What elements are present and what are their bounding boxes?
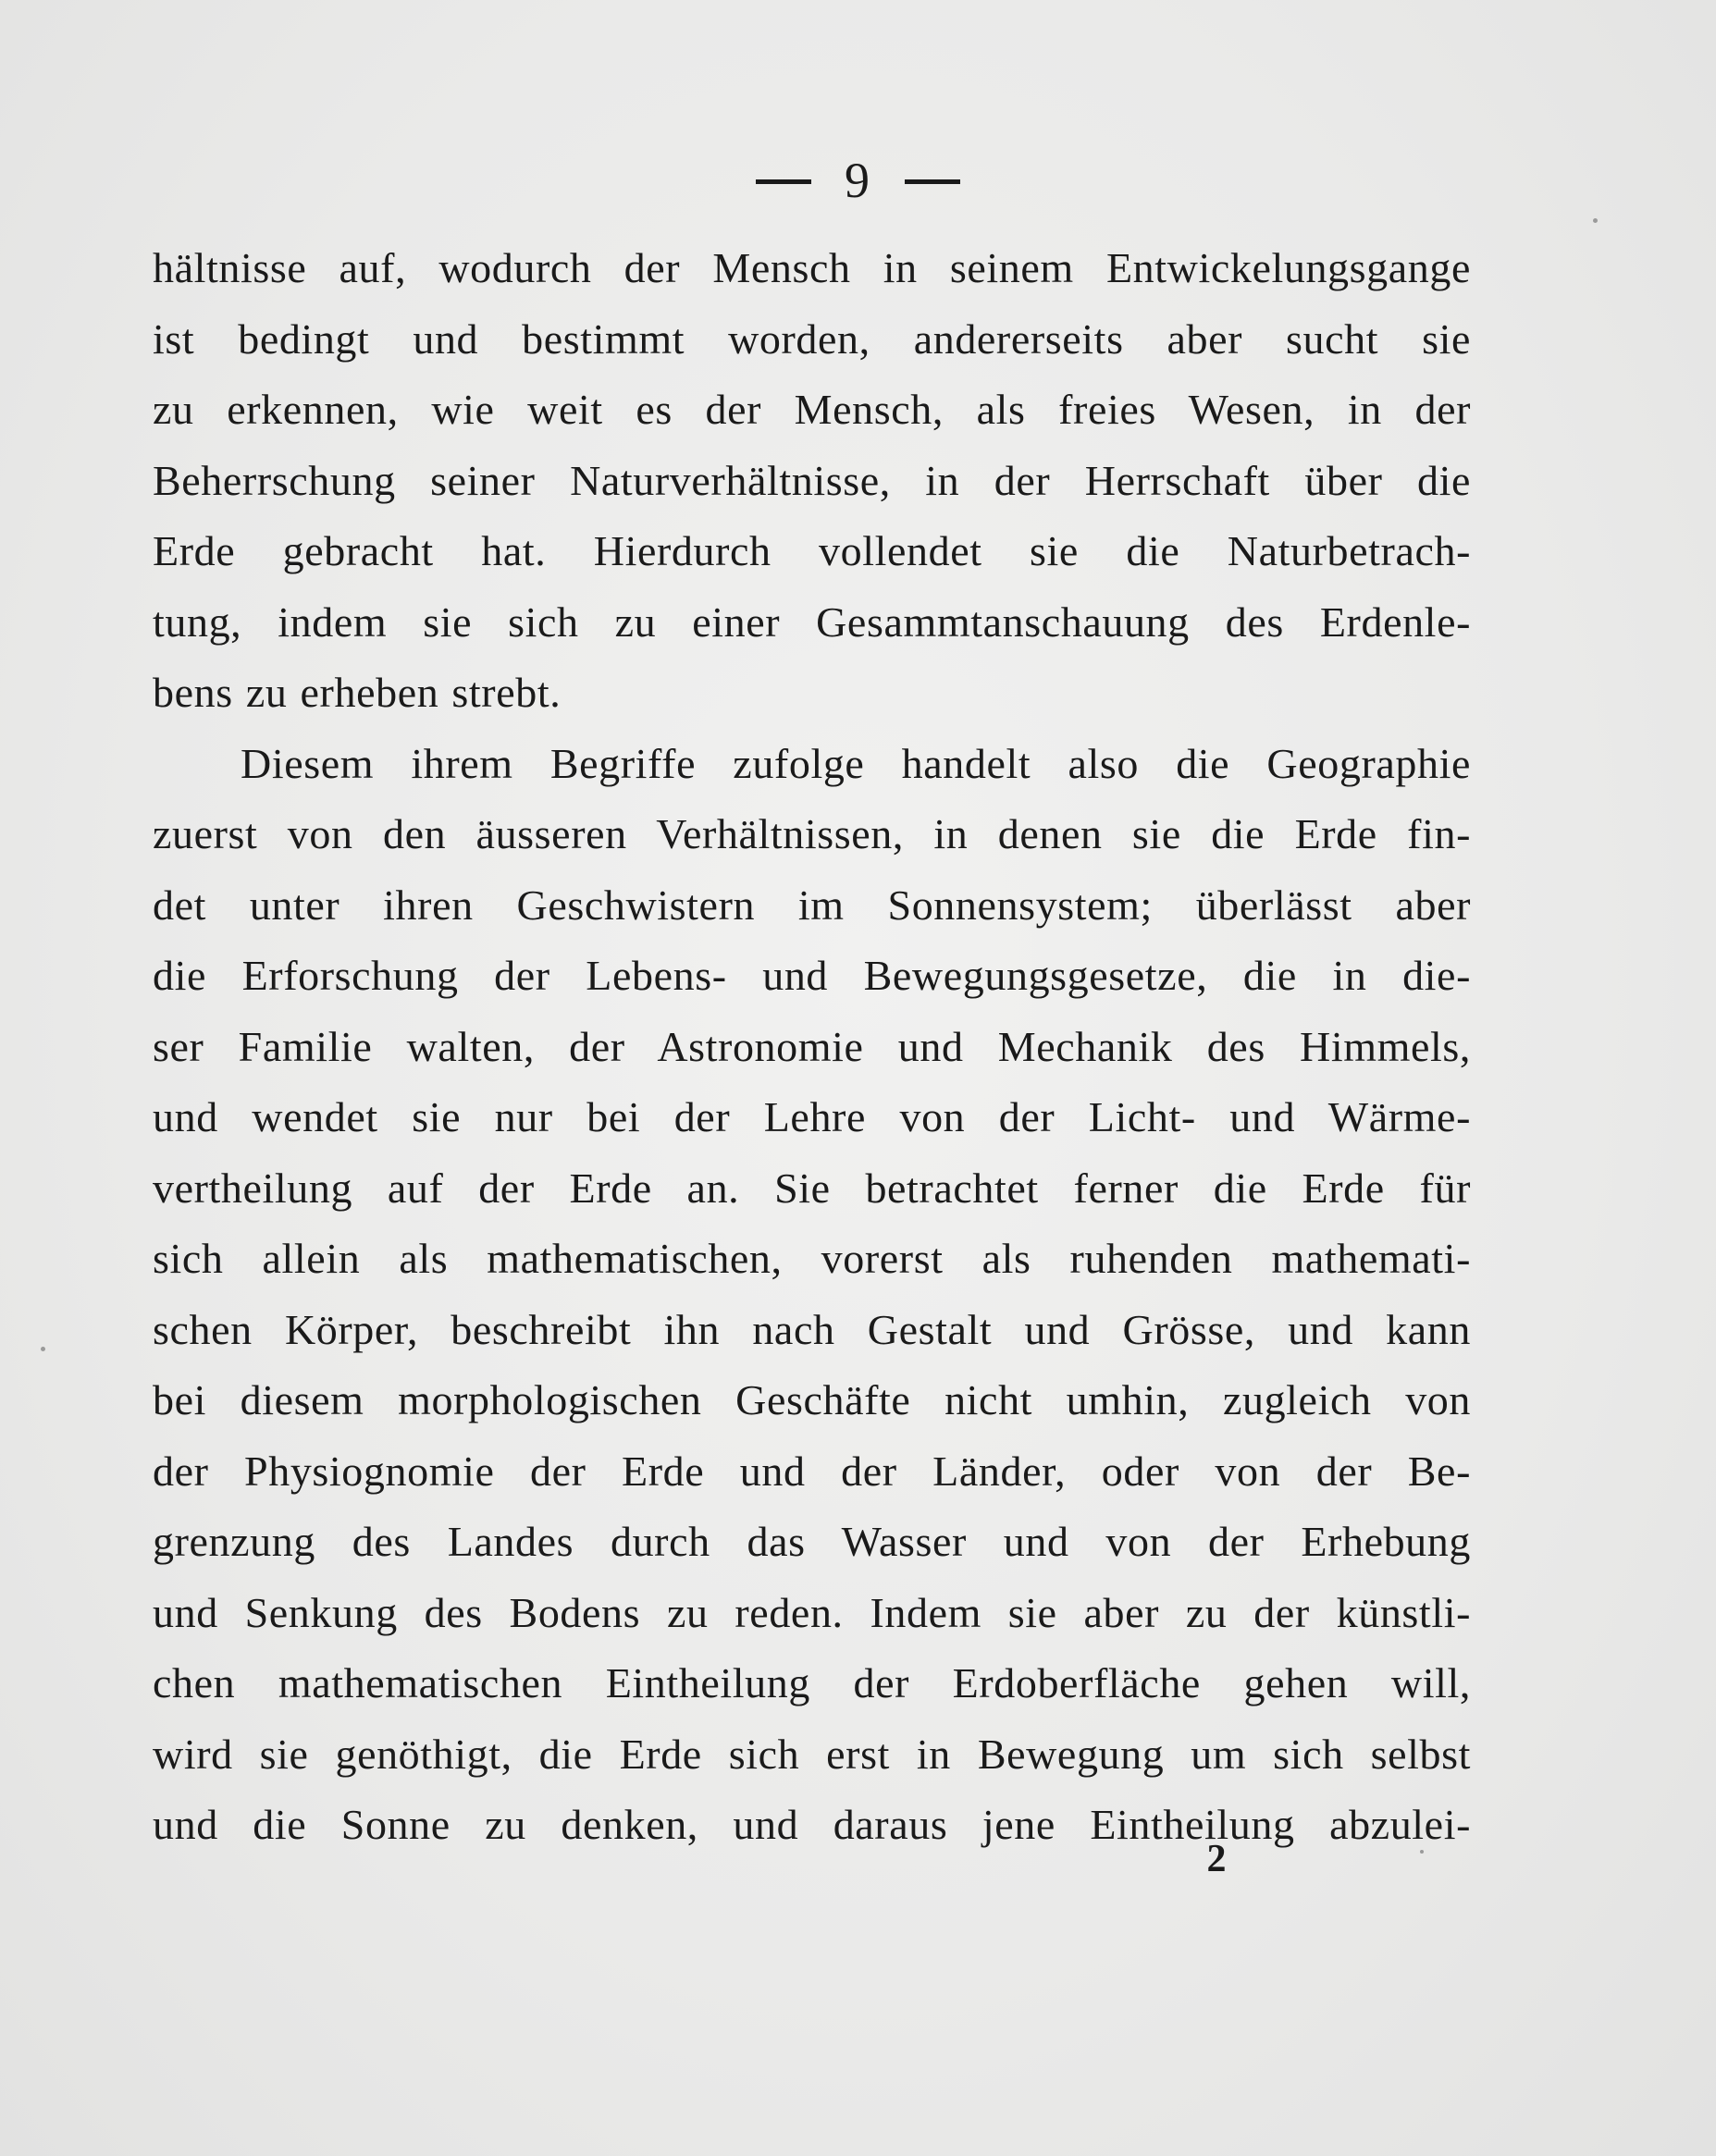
text-line: der Physiognomie der Erde und der Länder, oder von der Be- <box>153 1447 1471 1495</box>
paper-speck <box>1420 1850 1424 1854</box>
text-line: bei diesem morphologischen Geschäfte nicht umhin, zugleich von <box>153 1376 1471 1423</box>
text-line: Beherrschung seiner Naturverhältnisse, in der Herrschaft über die <box>153 456 1471 504</box>
text-line: ser Familie walten, der Astronomie und Mechanik des Himmels, <box>153 1022 1471 1070</box>
header-dash-right <box>905 179 960 184</box>
paper-speck <box>1593 218 1598 223</box>
signature-mark: 2 <box>1206 1838 1227 1880</box>
text-line: vertheilung auf der Erde an. Sie betrachtet ferner die Erde für <box>153 1164 1471 1212</box>
text-line: Erde gebracht hat. Hierdurch vollendet sie die Naturbetrach- <box>153 527 1471 574</box>
text-line-paragraph-end: bens zu erheben strebt. <box>153 669 562 716</box>
text-line: chen mathematischen Eintheilung der Erdoberfläche gehen will, <box>153 1659 1471 1706</box>
text-line: und die Sonne zu denken, und daraus jene Eintheilung abzulei- <box>153 1801 1471 1848</box>
text-line: sich allein als mathematischen, vorerst als ruhenden mathemati- <box>153 1235 1471 1282</box>
text-line: die Erforschung der Lebens- und Bewegungsgesetze, die in die- <box>153 952 1471 999</box>
text-line: det unter ihren Geschwistern im Sonnensystem; überlässt aber <box>153 881 1471 929</box>
text-line: zuerst von den äusseren Verhältnissen, in denen sie die Erde fin- <box>153 810 1471 857</box>
text-line: schen Körper, beschreibt ihn nach Gestalt und Grösse, und kann <box>153 1305 1471 1353</box>
text-line: grenzung des Landes durch das Wasser und von der Erhebung <box>153 1518 1471 1565</box>
paper-speck <box>41 1347 45 1351</box>
text-line: und Senkung des Bodens zu reden. Indem sie aber zu der künstli- <box>153 1588 1471 1636</box>
text-line-paragraph-start: Diesem ihrem Begriffe zufolge handelt also die Geographie <box>241 739 1471 787</box>
text-line: zu erkennen, wie weit es der Mensch, als freies Wesen, in der <box>153 386 1471 433</box>
page-header <box>0 148 1716 213</box>
text-line: und wendet sie nur bei der Lehre von der Licht- und Wärme- <box>153 1093 1471 1140</box>
text-line: wird sie genöthigt, die Erde sich erst in Bewegung um sich selbst <box>153 1730 1471 1778</box>
text-line: ist bedingt und bestimmt worden, andererseits aber sucht sie <box>153 314 1471 363</box>
text-line: tung, indem sie sich zu einer Gesammtanschauung des Erdenle- <box>153 598 1471 646</box>
page-number: 9 <box>845 153 871 208</box>
text-line: hältnisse auf, wodurch der Mensch in seinem Entwickelungsgange <box>153 244 1471 291</box>
header-dash-left <box>756 179 811 184</box>
body-text <box>153 233 1471 1861</box>
